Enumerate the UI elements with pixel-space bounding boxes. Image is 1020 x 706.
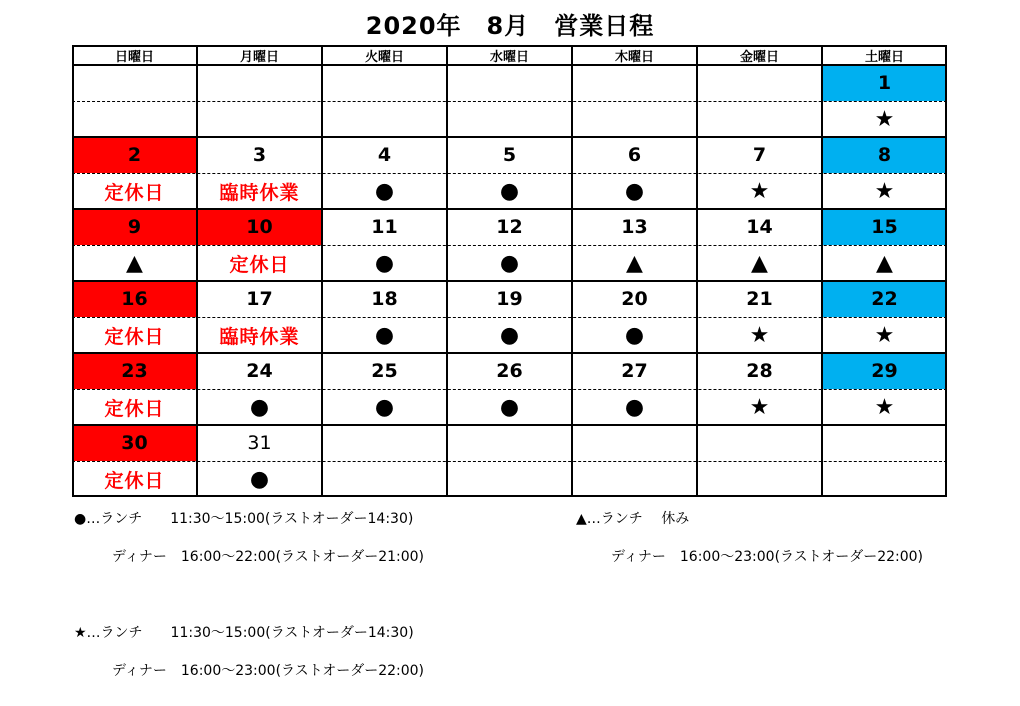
business-mark: ●	[624, 322, 645, 348]
closed-label: 定休日	[104, 181, 165, 204]
week-divider	[72, 424, 947, 426]
business-mark: ●	[624, 394, 645, 420]
day-number	[322, 425, 447, 461]
business-mark	[72, 101, 197, 137]
business-mark: ▲	[126, 250, 143, 276]
weekday-header: 金曜日	[739, 49, 779, 65]
column-divider	[446, 45, 448, 497]
weekday-header: 火曜日	[364, 49, 404, 65]
business-mark	[822, 461, 947, 497]
day-number: 26	[496, 360, 523, 382]
weekday-header: 月曜日	[239, 49, 279, 65]
day-number: 31	[247, 432, 272, 454]
business-mark: ★	[749, 322, 770, 348]
day-number	[322, 65, 447, 101]
dashed-divider	[72, 245, 947, 246]
day-number: 28	[746, 360, 773, 382]
business-mark: ●	[499, 250, 520, 276]
closed-label: 定休日	[229, 253, 290, 276]
legend-star-dinner: ディナー 16:00～23:00(ラストオーダー22:00)	[112, 663, 425, 679]
business-mark	[197, 101, 322, 137]
day-number: 9	[72, 209, 197, 245]
business-mark: ●	[624, 178, 645, 204]
day-number	[697, 425, 822, 461]
business-mark	[322, 101, 447, 137]
business-mark	[572, 461, 697, 497]
business-mark: ★	[874, 106, 895, 132]
day-number: 30	[72, 425, 197, 461]
day-number: 29	[822, 353, 947, 389]
weekday-header: 水曜日	[489, 49, 529, 65]
day-number: 6	[627, 144, 642, 166]
day-number: 3	[252, 144, 267, 166]
day-number: 16	[72, 281, 197, 317]
grid-border	[72, 495, 947, 497]
business-mark: ●	[374, 322, 395, 348]
business-mark: ▲	[876, 250, 893, 276]
closed-label: 定休日	[104, 469, 165, 492]
day-number	[697, 65, 822, 101]
legend-triangle-lunch: ▲…ランチ 休み	[576, 511, 690, 527]
week-divider	[72, 280, 947, 282]
business-mark	[697, 101, 822, 137]
day-number: 7	[752, 144, 767, 166]
business-mark: ▲	[626, 250, 643, 276]
day-number: 25	[371, 360, 398, 382]
day-number: 12	[496, 216, 523, 238]
day-number	[447, 425, 572, 461]
page-title: 2020年 8月 営業日程	[365, 12, 655, 40]
legend-star-lunch: ★…ランチ 11:30～15:00(ラストオーダー14:30)	[74, 625, 414, 641]
day-number: 2	[72, 137, 197, 173]
day-number: 27	[621, 360, 648, 382]
day-number: 22	[822, 281, 947, 317]
business-mark: ★	[749, 394, 770, 420]
business-mark: ★	[874, 178, 895, 204]
dashed-divider	[72, 173, 947, 174]
day-number: 1	[822, 65, 947, 101]
day-number: 5	[502, 144, 517, 166]
day-number: 21	[746, 288, 773, 310]
day-number: 13	[621, 216, 648, 238]
dashed-divider	[72, 461, 947, 462]
grid-border	[72, 45, 947, 47]
business-mark	[322, 461, 447, 497]
day-number: 19	[496, 288, 523, 310]
day-number	[197, 65, 322, 101]
weekday-header: 木曜日	[614, 49, 654, 65]
business-mark: ●	[374, 250, 395, 276]
day-number: 8	[822, 137, 947, 173]
day-number: 24	[246, 360, 273, 382]
legend-circle-lunch: ●…ランチ 11:30～15:00(ラストオーダー14:30)	[74, 511, 414, 527]
weekday-header: 日曜日	[114, 49, 154, 65]
day-number	[72, 65, 197, 101]
column-divider	[321, 45, 323, 497]
business-mark: ★	[874, 394, 895, 420]
calendar-grid	[72, 45, 947, 497]
business-mark: ★	[749, 178, 770, 204]
dashed-divider	[72, 389, 947, 390]
day-number	[572, 65, 697, 101]
column-divider	[696, 45, 698, 497]
column-divider	[196, 45, 198, 497]
week-divider	[72, 136, 947, 138]
week-divider	[72, 208, 947, 210]
day-number: 11	[371, 216, 398, 238]
day-number	[447, 65, 572, 101]
column-divider	[571, 45, 573, 497]
business-mark: ●	[249, 466, 270, 492]
legend-triangle-dinner: ディナー 16:00～23:00(ラストオーダー22:00)	[611, 549, 924, 565]
column-divider	[821, 45, 823, 497]
closed-label: 定休日	[104, 325, 165, 348]
business-mark: ★	[874, 322, 895, 348]
day-number: 10	[197, 209, 322, 245]
day-number: 23	[72, 353, 197, 389]
day-number: 18	[371, 288, 398, 310]
grid-border	[72, 45, 74, 497]
dashed-divider	[72, 317, 947, 318]
day-number: 4	[377, 144, 392, 166]
business-mark: ●	[249, 394, 270, 420]
day-number: 20	[621, 288, 648, 310]
day-number: 15	[822, 209, 947, 245]
business-mark	[572, 101, 697, 137]
business-mark: ●	[374, 394, 395, 420]
business-mark	[697, 461, 822, 497]
closed-label: 臨時休業	[219, 325, 300, 348]
day-number	[822, 425, 947, 461]
day-number	[572, 425, 697, 461]
business-mark: ●	[374, 178, 395, 204]
dashed-divider	[72, 101, 947, 102]
weekday-header: 土曜日	[864, 49, 904, 65]
business-mark: ●	[499, 178, 520, 204]
business-mark: ●	[499, 394, 520, 420]
grid-border	[945, 45, 947, 497]
closed-label: 定休日	[104, 397, 165, 420]
legend-circle-dinner: ディナー 16:00～22:00(ラストオーダー21:00)	[112, 549, 425, 565]
day-number: 17	[246, 288, 273, 310]
closed-label: 臨時休業	[219, 181, 300, 204]
day-number: 14	[746, 216, 773, 238]
business-mark: ▲	[751, 250, 768, 276]
business-mark: ●	[499, 322, 520, 348]
business-mark	[447, 101, 572, 137]
business-mark	[447, 461, 572, 497]
week-divider	[72, 352, 947, 354]
row-divider	[72, 64, 947, 66]
